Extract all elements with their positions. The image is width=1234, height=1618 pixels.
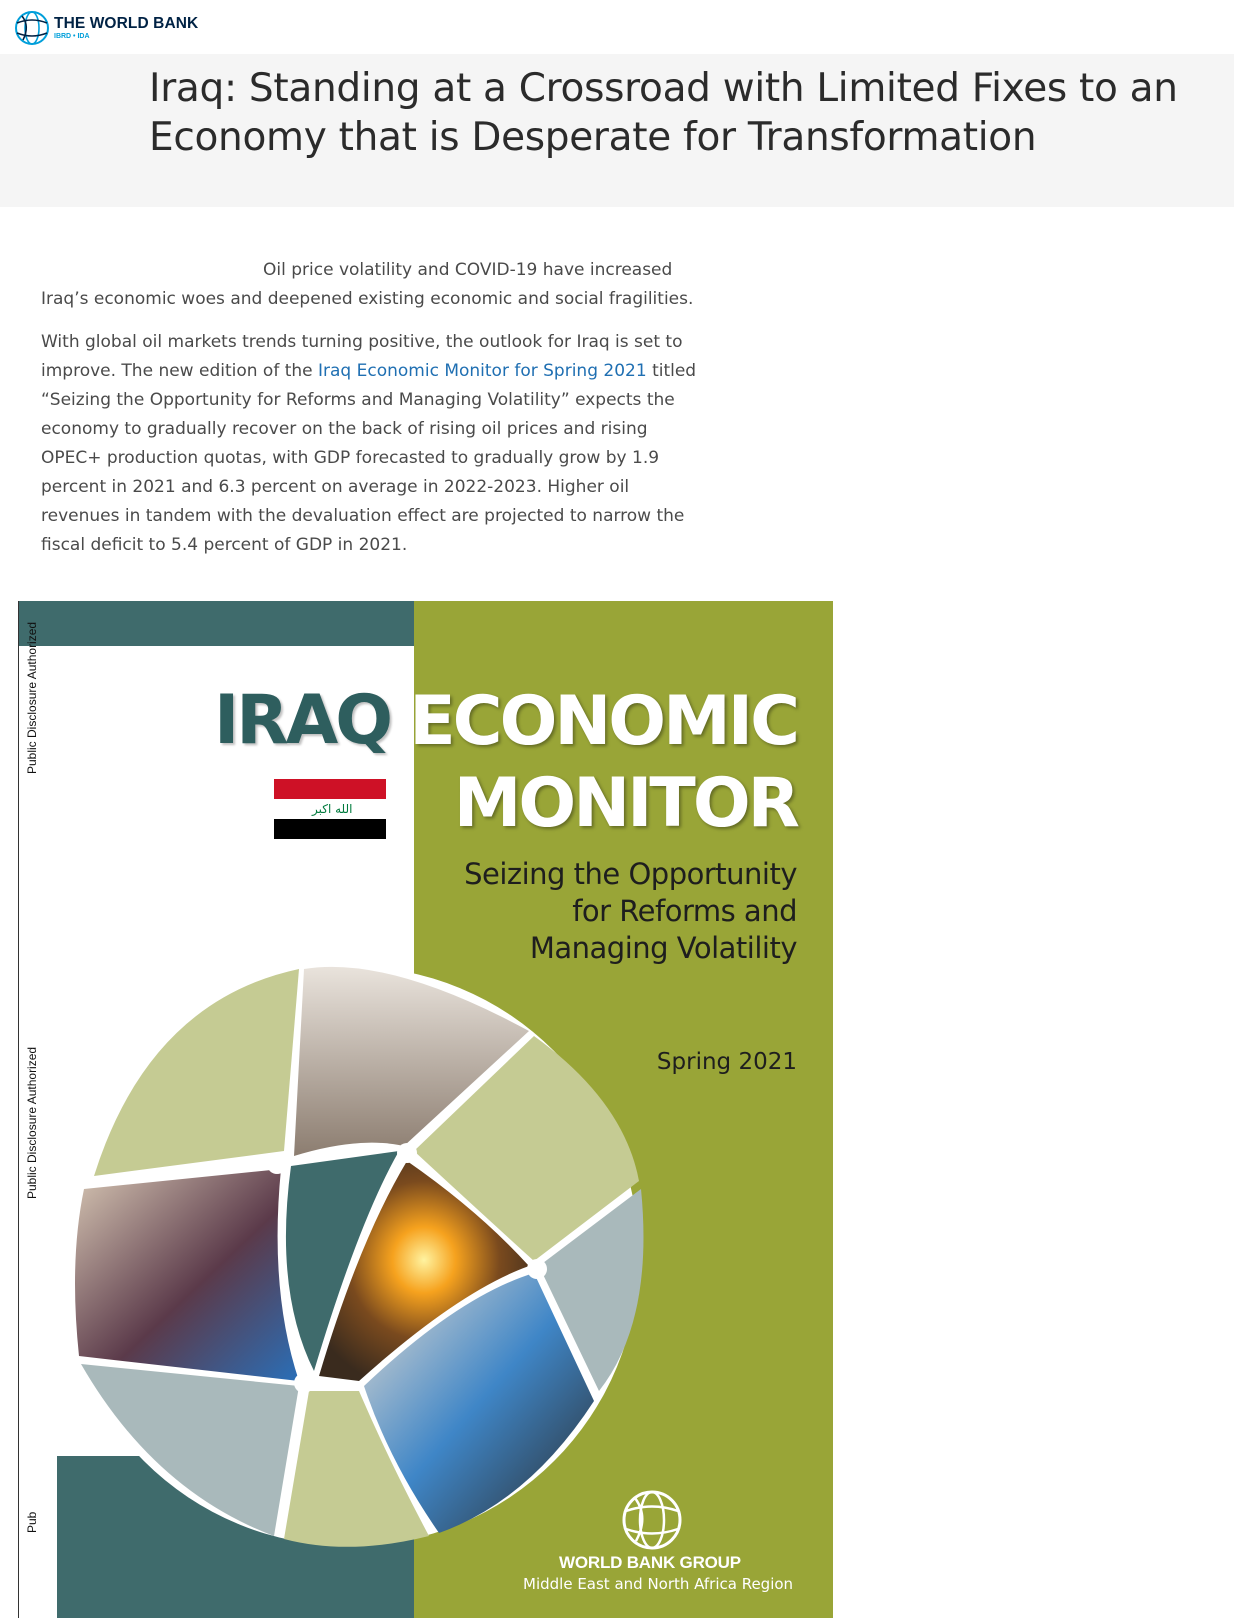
globe-icon (14, 10, 50, 46)
disclosure-label: Public Disclosure Authorized (25, 621, 39, 774)
cover-series-line: MONITOR (453, 764, 797, 843)
page-title: Iraq: Standing at a Crossroad with Limited Fixes to an Economy that is Desperate for Transformation (149, 66, 1178, 160)
flag-script: الله اكبر (312, 802, 353, 816)
cover-edition: Spring 2021 (656, 1049, 797, 1075)
intro-paragraph: Oil price volatility and COVID-19 have increased Iraq’s economic woes and deepened existing economic and social fragilities. (41, 260, 694, 309)
iraq-economic-monitor-link[interactable]: Iraq Economic Monitor for Spring 2021 (318, 361, 647, 381)
cover-subtitle-line: for Reforms and (572, 894, 797, 928)
top-bar (0, 0, 1234, 54)
body-paragraph (41, 328, 701, 560)
cover-subtitle (464, 856, 797, 967)
collage-node (397, 1143, 417, 1163)
paragraph-text-end: titled “Seizing the Opportunity for Reforms and Managing Volatility” expects the economy to gradually recover on the back of rising oil prices and rising OPEC+ production quotas, with GDP forecasted to gradually grow by 1.9 percent in 2021 and 6.3 percent on average in 2022-2023. Higher oil revenues in tandem with the devaluation effect are projected to narrow the fiscal deficit to 5.4 percent of GDP in 2021. (41, 361, 697, 555)
cover-subtitle-line: Managing Volatility (529, 931, 797, 965)
cover-series-title (409, 681, 797, 845)
voting-photo (75, 1169, 299, 1381)
logo-subtitle: IBRD • IDA (54, 33, 90, 41)
collage-node (294, 1373, 314, 1393)
cover-white-strip (19, 1456, 57, 1618)
publisher-name: WORLD BANK GROUP (559, 1553, 741, 1572)
logo-name: THE WORLD BANK (54, 14, 199, 32)
paragraph-text-start: With global oil markets trends turning positive, the outlook for Iraq is set to improve. The new edition of the (41, 332, 683, 381)
cover-top-bar (19, 601, 414, 646)
cover-series-line: ECONOMIC (409, 682, 797, 761)
cover-photo-collage (59, 961, 649, 1551)
cover-country-title: IRAQ (214, 681, 391, 760)
world-bank-logo[interactable] (14, 10, 198, 46)
collage-node (267, 1154, 287, 1174)
report-cover-image (18, 601, 833, 1618)
disclosure-label: Public Disclosure Authorized (25, 1046, 39, 1199)
iraq-flag (274, 779, 386, 839)
cover-subtitle-line: Seizing the Opportunity (464, 857, 797, 891)
disclosure-label: Pub (25, 1511, 39, 1533)
collage-segment (81, 1364, 299, 1536)
world-bank-group-globe-icon (621, 1489, 683, 1551)
collage-node (527, 1259, 547, 1279)
article-body (41, 256, 701, 574)
publisher-region: Middle East and North Africa Region (523, 1575, 794, 1593)
title-banner (0, 54, 1234, 207)
